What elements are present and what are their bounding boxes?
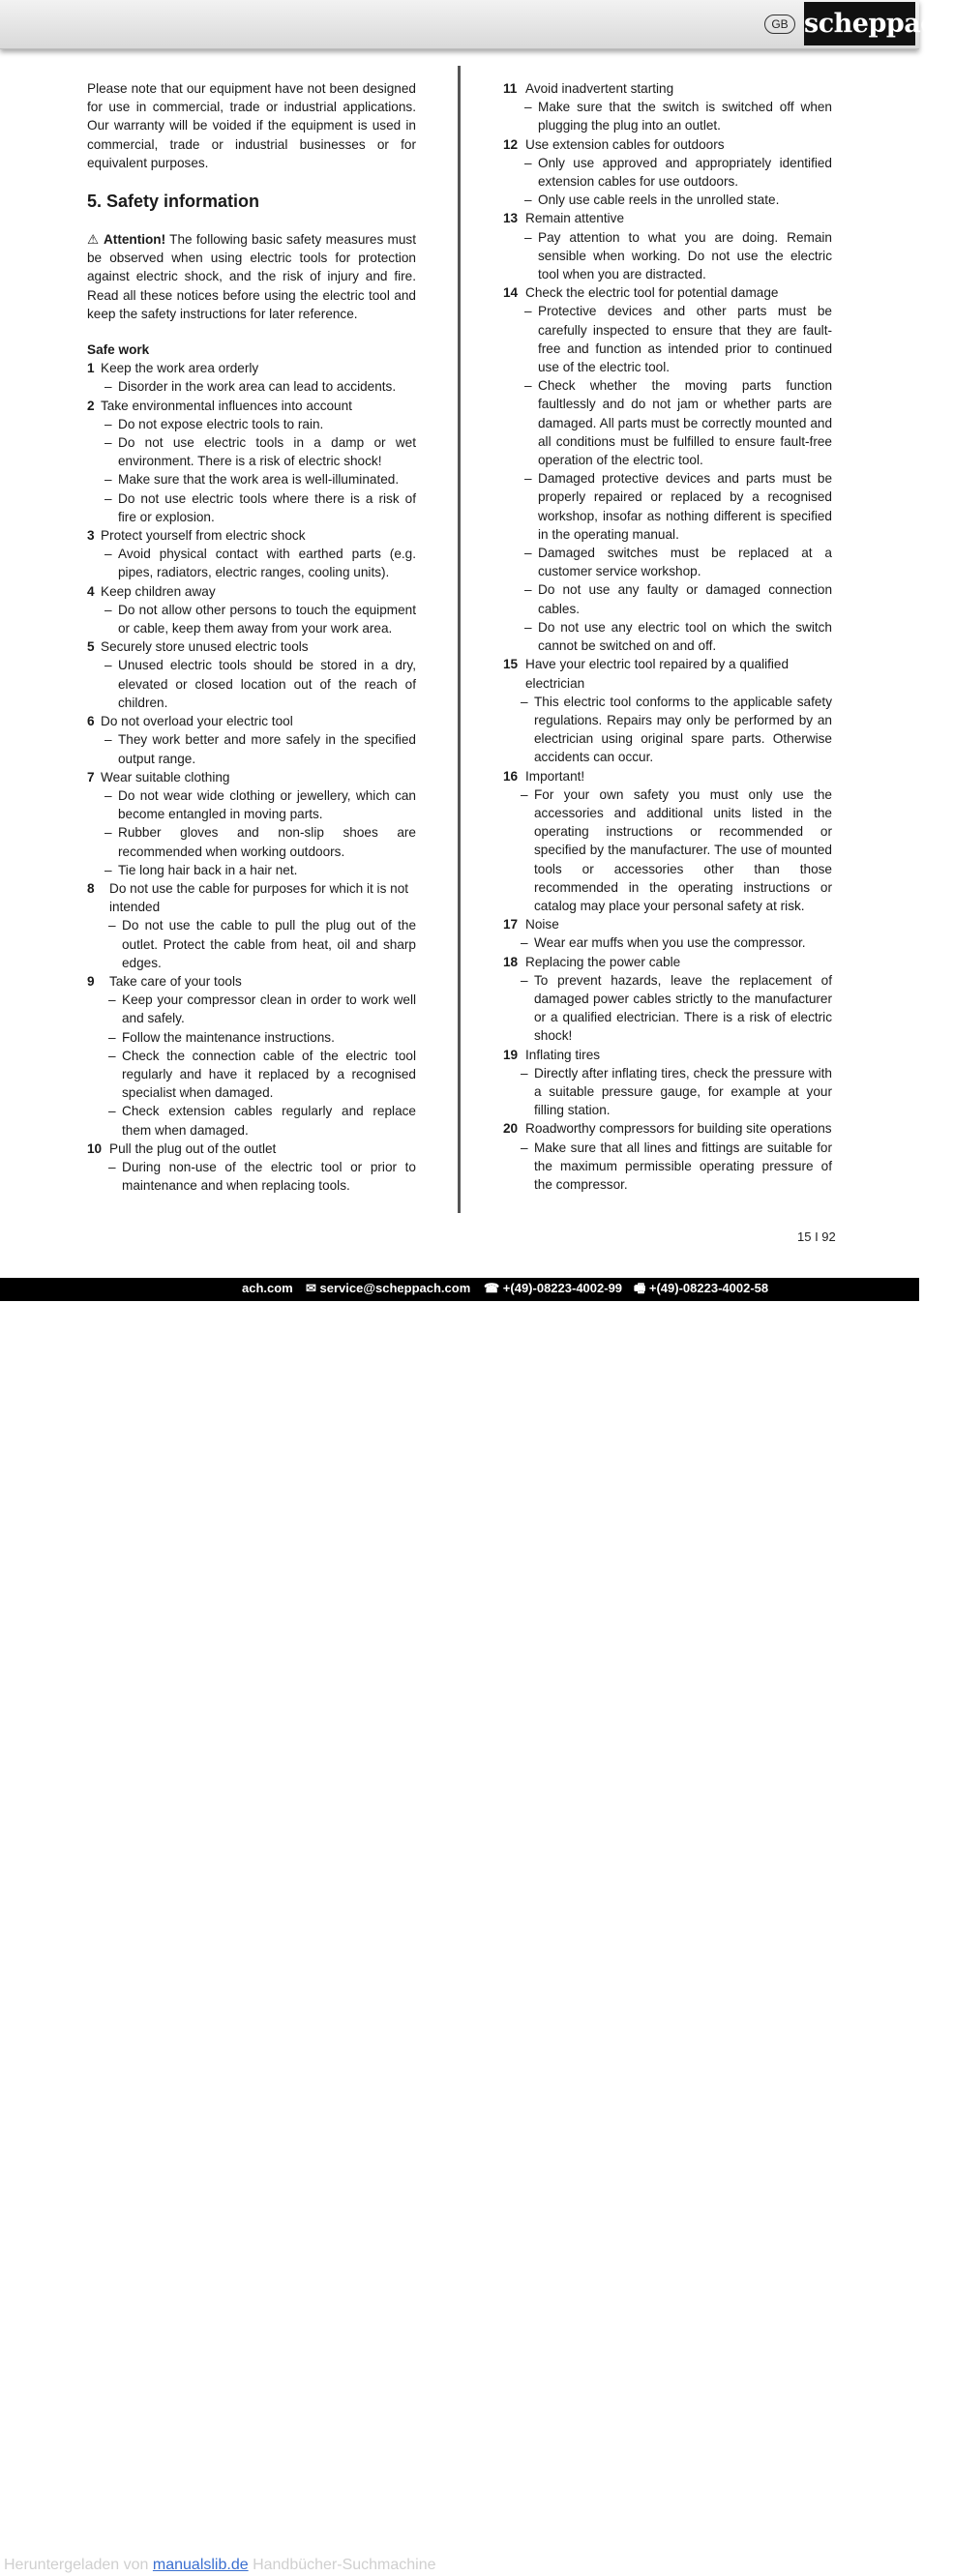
bullet-text: Follow the maintenance instructions. (122, 1029, 335, 1045)
dash-icon: – (104, 825, 112, 841)
safety-item-16 (503, 767, 832, 916)
list-item (503, 191, 832, 209)
bullet-text: Avoid physical contact with earthed parts (e.g. pipes, radiators, electric ranges, cooling units). (118, 547, 416, 580)
item-title: Avoid inadvertent starting (525, 81, 674, 96)
list-item (87, 489, 416, 526)
list-item (87, 823, 416, 860)
list-item (503, 154, 832, 191)
bullet-text: They work better and more safely in the specified output range. (118, 732, 416, 766)
safety-item-6 (87, 712, 416, 768)
dash-icon: – (108, 992, 116, 1008)
dash-icon: – (524, 619, 532, 635)
list-item (503, 1139, 832, 1195)
bullet-text: Keep your compressor clean in order to work well and safely. (122, 992, 416, 1026)
bullet-text: Wear ear muffs when you use the compressor. (534, 935, 806, 951)
safety-item-15 (503, 655, 832, 766)
list-item (87, 433, 416, 470)
footer-bar (0, 1278, 919, 2573)
right-column (503, 79, 832, 1194)
dash-icon: – (104, 658, 112, 673)
list-item (87, 861, 416, 879)
item-number: 5 (87, 639, 95, 655)
item-title: Replacing the power cable (525, 954, 681, 969)
item-number: 19 (503, 1047, 519, 1062)
language-badge: GB (764, 15, 795, 34)
bullet-text: Unused electric tools should be stored in a dry, elevated or closed location out of the reach of children. (118, 658, 416, 710)
safety-item-19 (503, 1046, 832, 1120)
safety-item-5 (87, 637, 416, 712)
left-column (87, 79, 416, 1195)
item-title: Take environmental influences into account (101, 398, 352, 413)
item-number: 1 (87, 361, 95, 376)
safety-item-2 (87, 397, 416, 526)
footer-email[interactable]: ✉ service@scheppach.com (306, 1281, 471, 1295)
item-number: 3 (87, 528, 95, 544)
item-title: Use extension cables for outdoors (525, 136, 725, 152)
bullet-text: Check whether the moving parts function faultlessly and do not jam or whether parts are damaged. All parts must be correctly mounted and all conditions must be fulfilled to ensure fault-free operation of the electric tool. (538, 378, 832, 468)
item-title: Keep the work area orderly (101, 361, 259, 376)
item-number: 15 (503, 657, 519, 672)
scheppach-logo: scheppach (804, 2, 915, 45)
page-header (0, 0, 954, 49)
item-number: 10 (87, 1140, 103, 1156)
list-item (503, 98, 832, 134)
intro-paragraph: Please note that our equipment have not been designed for use in commercial, trade or industrial applications. Our warranty will be voided if the equipment is used in commercial, trade or industrial businesses or for equivalent purposes. (87, 81, 416, 170)
right-safety-list (503, 79, 832, 1194)
left-safety-list (87, 359, 416, 1195)
list-item (503, 228, 832, 284)
dash-icon: – (524, 304, 532, 319)
list-item (503, 580, 832, 617)
bullet-text: For your own safety you must only use the accessories and additional units listed in the operating instructions or recommended or specified by the manufacturer. The use of mounted tools or accessories other than those recommended in the operating instructions or catalog may place your personal safety at risk. (534, 786, 832, 913)
safety-item-20 (503, 1119, 832, 1194)
item-number: 9 (87, 973, 95, 989)
item-number: 16 (503, 768, 519, 784)
page-number: 15 I 92 (797, 1229, 836, 1244)
item-number: 14 (503, 285, 519, 301)
dash-icon: – (524, 100, 532, 115)
dash-icon: – (104, 472, 112, 488)
bullet-text: Directly after inflating tires, check the pressure with a suitable pressure gauge, for example at your filling station. (534, 1065, 832, 1118)
item-title: Do not overload your electric tool (101, 714, 293, 729)
item-number: 8 (87, 880, 95, 896)
manualslib-link[interactable]: manualslib.de (152, 2557, 249, 2573)
list-item (503, 1064, 832, 1120)
safety-item-10 (87, 1140, 416, 1196)
list-item (87, 991, 416, 1027)
bullet-text: Do not use electric tools in a damp or wet environment. There is a risk of electric shock! (118, 435, 416, 469)
item-title: Have your electric tool repaired by a qualified electrician (525, 657, 790, 691)
item-title: Do not use the cable for purposes for which it is not intended (109, 880, 409, 915)
bullet-text: Check the connection cable of the electric tool regularly and have it replaced by a recognised specialist when damaged. (122, 1048, 416, 1101)
item-title: Take care of your tools (109, 973, 242, 989)
dash-icon: – (524, 378, 532, 394)
dash-icon: – (104, 787, 112, 803)
safety-item-14 (503, 283, 832, 655)
item-title: Securely store unused electric tools (101, 639, 309, 655)
bullet-text: Protective devices and other parts must be carefully inspected to ensure that they are fault-free and function as intended prior to continued use of the electric tool. (538, 304, 832, 375)
safety-item-4 (87, 582, 416, 638)
dash-icon: – (524, 155, 532, 170)
dash-icon: – (108, 1159, 116, 1174)
bullet-text: Pay attention to what you are doing. Remain sensible when working. Do not use the electric tool when you are distracted. (538, 229, 832, 282)
list-item (87, 656, 416, 712)
bullet-text: Do not use the cable to pull the plug out of the outlet. Protect the cable from heat, oil and sharp edges. (122, 918, 416, 970)
item-number: 11 (503, 81, 518, 96)
dash-icon: – (521, 935, 528, 951)
list-item (503, 302, 832, 376)
item-number: 4 (87, 583, 95, 599)
list-item (503, 376, 832, 469)
bullet-text: Do not expose electric tools to rain. (118, 416, 324, 431)
bullet-text: Only use approved and appropriately identified extension cables for use outdoors. (538, 155, 832, 190)
item-title: Pull the plug out of the outlet (109, 1140, 277, 1156)
attention-paragraph (87, 230, 416, 323)
dash-icon: – (104, 379, 112, 395)
dash-icon: – (521, 972, 528, 988)
list-item (87, 1047, 416, 1103)
list-item (87, 545, 416, 581)
bullet-text: Do not use any electric tool on which the switch cannot be switched on and off. (538, 619, 832, 654)
dash-icon: – (104, 490, 112, 506)
dash-icon: – (104, 435, 112, 451)
footer-fax: 🖷 +(49)-08223-4002-58 (634, 1281, 769, 1295)
attention-text: The following basic safety measures must be observed when using electric tools for protection against electric shock, and the risk of injury and fire. Read all these notices before using the electric tool and keep the safety instructions for later reference. (87, 232, 416, 321)
footer-phone: ☎ +(49)-08223-4002-99 (484, 1281, 623, 1295)
watermark-prefix: Heruntergeladen von (4, 2557, 153, 2573)
dash-icon: – (108, 1104, 116, 1119)
bullet-text: Disorder in the work area can lead to accidents. (118, 379, 397, 395)
bullet-text: Do not use any faulty or damaged connection cables. (538, 582, 832, 616)
bullet-text: Do not use electric tools where there is a risk of fire or explosion. (118, 490, 416, 524)
item-title: Wear suitable clothing (101, 769, 230, 785)
list-item (503, 971, 832, 1046)
bullet-text: This electric tool conforms to the applicable safety regulations. Repairs may only be performed by an electrician using original spare parts. Otherwise accidents can occur. (534, 694, 832, 765)
list-item (503, 933, 832, 952)
dash-icon: – (104, 862, 112, 877)
item-number: 18 (503, 954, 519, 969)
dash-icon: – (104, 602, 112, 617)
item-number: 6 (87, 714, 95, 729)
item-title: Protect yourself from electric shock (101, 528, 306, 544)
dash-icon: – (104, 732, 112, 748)
item-title: Check the electric tool for potential damage (525, 285, 779, 301)
attention-label: Attention! (103, 232, 166, 248)
list-item (87, 1158, 416, 1195)
safety-item-17 (503, 915, 832, 952)
item-title: Inflating tires (525, 1047, 601, 1062)
bullet-text: Damaged switches must be replaced at a customer service workshop. (538, 546, 832, 579)
list-item (503, 469, 832, 544)
list-item (87, 916, 416, 972)
warning-triangle-icon: ⚠ (87, 232, 100, 248)
bullet-text: Do not allow other persons to touch the equipment or cable, keep them away from your work area. (118, 602, 416, 637)
dash-icon: – (524, 229, 532, 245)
dash-icon: – (108, 918, 116, 933)
item-title: Important! (525, 768, 585, 784)
safety-item-18 (503, 953, 832, 1046)
bullet-text: Make sure that all lines and fittings are suitable for the maximum permissible operating pressure of the compressor. (534, 1140, 832, 1192)
item-number: 17 (503, 917, 519, 933)
bullet-text: Rubber gloves and non-slip shoes are recommended when working outdoors. (118, 825, 416, 859)
list-item (503, 618, 832, 655)
watermark-suffix: Handbücher-Suchmachine (248, 2557, 436, 2573)
list-item (503, 544, 832, 580)
item-number: 2 (87, 398, 95, 413)
bullet-text: Do not wear wide clothing or jewellery, which can become entangled in moving parts. (118, 787, 416, 822)
dash-icon: – (524, 192, 532, 208)
dash-icon: – (521, 1140, 528, 1155)
list-item (87, 1028, 416, 1047)
list-item (87, 415, 416, 433)
bullet-text: Make sure that the work area is well-illuminated. (118, 472, 400, 488)
dash-icon: – (524, 582, 532, 598)
list-item (87, 601, 416, 637)
list-item (87, 470, 416, 489)
bullet-text: Only use cable reels in the unrolled state. (538, 192, 780, 208)
column-divider (458, 66, 461, 1213)
watermark (4, 2555, 436, 2576)
safety-item-11 (503, 79, 832, 135)
bullet-text: Damaged protective devices and parts must be properly repaired or replaced by a recognised workshop, insofar as nothing different is specified in the operating manual. (538, 471, 832, 542)
dash-icon: – (521, 694, 528, 709)
safety-item-7 (87, 768, 416, 879)
bullet-text: To prevent hazards, leave the replacement of damaged power cables strictly to the manufacturer or a qualified electrician. There is a risk of electric shock! (534, 972, 832, 1044)
item-title: Noise (525, 917, 559, 933)
dash-icon: – (108, 1029, 116, 1045)
item-number: 12 (503, 136, 519, 152)
bullet-text: Make sure that the switch is switched off when plugging the plug into an outlet. (538, 100, 832, 133)
safety-item-12 (503, 135, 832, 210)
dash-icon: – (108, 1048, 116, 1063)
section-title: 5. Safety information (87, 192, 260, 212)
bullet-text: During non-use of the electric tool or prior to maintenance and when replacing tools. (122, 1159, 416, 1194)
item-title: Roadworthy compressors for building site operations (525, 1121, 832, 1137)
list-item (87, 377, 416, 396)
list-item (503, 785, 832, 915)
list-item (87, 786, 416, 823)
footer-web[interactable]: ach.com (242, 1281, 293, 1295)
item-title: Remain attentive (525, 211, 625, 226)
list-item (87, 730, 416, 767)
list-item (503, 693, 832, 767)
safety-item-8 (87, 879, 416, 972)
dash-icon: – (521, 1065, 528, 1081)
item-number: 20 (503, 1121, 519, 1137)
safe-work-heading: Safe work (87, 342, 150, 358)
safety-item-1 (87, 359, 416, 396)
item-number: 7 (87, 769, 95, 785)
safety-item-13 (503, 209, 832, 283)
dash-icon: – (521, 786, 528, 802)
safety-item-3 (87, 526, 416, 582)
bullet-text: Tie long hair back in a hair net. (118, 862, 298, 877)
dash-icon: – (104, 416, 112, 431)
list-item (87, 1102, 416, 1139)
item-title: Keep children away (101, 583, 216, 599)
safety-item-9 (87, 972, 416, 1140)
dash-icon: – (524, 546, 532, 561)
bullet-text: Check extension cables regularly and replace them when damaged. (122, 1104, 416, 1138)
dash-icon: – (524, 471, 532, 487)
dash-icon: – (104, 547, 112, 562)
item-number: 13 (503, 211, 519, 226)
